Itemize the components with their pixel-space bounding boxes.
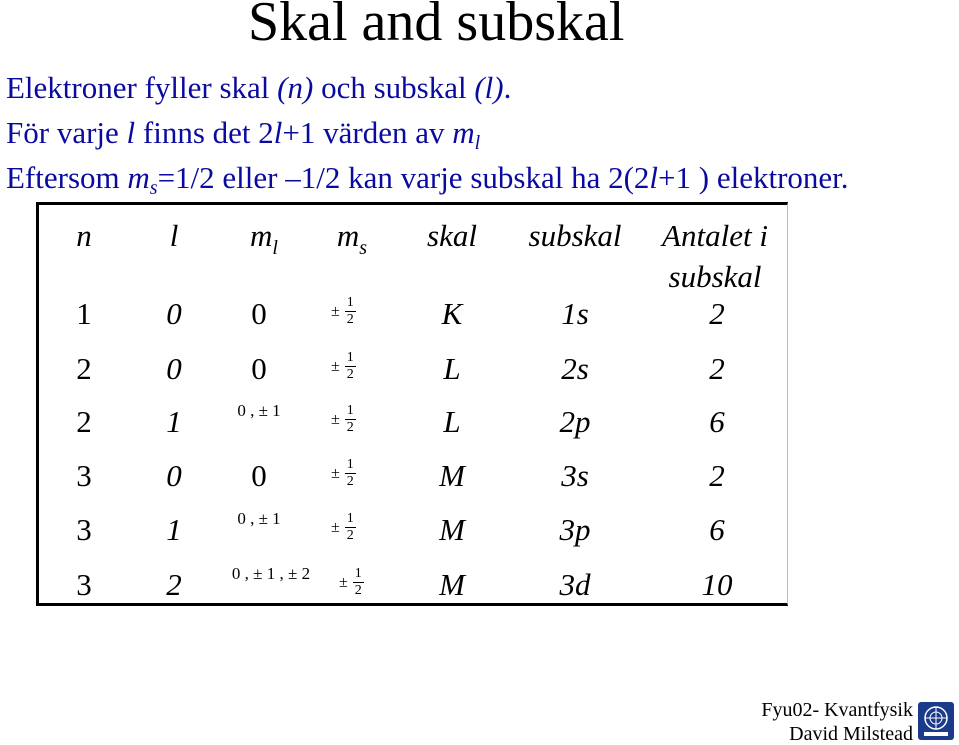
cell-subskal: 3p [559,512,591,547]
cell-skal: M [439,567,465,602]
one-half-fraction: $\frac{1}{2}$ [354,566,362,598]
fysikum-logo-icon [918,702,954,740]
cell-skal: L [443,404,461,439]
cell-ml: 0 [251,296,267,331]
plus-minus-sign: ± [331,410,340,428]
cell-n: 3 [76,512,92,547]
cell-skal: K [441,296,463,331]
cell-ms [331,404,356,435]
plus-minus-sign: ± [331,464,340,482]
cell-l: 0 [166,458,182,493]
cell-skal: M [439,458,465,493]
cell-l: 0 [166,351,182,386]
cell-ms [331,296,356,327]
plus-minus-sign: ± [331,302,340,320]
cell-n: 3 [76,458,92,493]
header-antal: Antalet i subskal [662,218,768,294]
cell-l: 0 [166,296,182,331]
header-subskal: subskal [528,218,622,253]
cell-subskal: 2p [559,404,591,439]
header-ms: $m_s$ [336,218,368,259]
one-half-fraction: $\frac{1}{2}$ [346,457,354,489]
one-half-fraction: $\frac{1}{2}$ [346,295,354,327]
intro-line-2: För varje l finns det 2l+1 värden av $m_l$ [6,115,481,154]
cell-n: 3 [76,567,92,602]
intro-line-1: Elektroner fyller skal (n) och subskal (l). [6,70,512,105]
cell-antal: 6 [709,404,725,439]
cell-antal: 2 [709,296,725,331]
cell-antal: 10 [701,567,733,602]
cell-l: 2 [166,567,182,602]
cell-antal: 2 [709,458,725,493]
one-half-fraction: $\frac{1}{2}$ [346,403,354,435]
plus-minus-sign: ± [331,518,340,536]
cell-ml: 0 , ± 1 [237,401,281,420]
plus-minus-sign: ± [331,357,340,375]
header-n: n [76,218,92,253]
footer-course: Fyu02- Kvantfysik [761,699,913,721]
cell-l: 1 [166,512,182,547]
cell-n: 2 [76,404,92,439]
header-skal: skal [427,218,477,253]
footer-author: David Milstead [789,723,913,745]
cell-ms [331,512,356,543]
cell-ml: 0 , ± 1 [237,509,281,528]
one-half-fraction: $\frac{1}{2}$ [346,350,354,382]
cell-subskal: 1s [561,296,589,331]
cell-subskal: 3s [561,458,589,493]
header-l: l [169,218,179,253]
header-ml: $m_l$ [250,218,278,259]
cell-subskal: 2s [561,351,589,386]
cell-n: 1 [76,296,92,331]
cell-l: 1 [166,404,182,439]
cell-antal: 6 [709,512,725,547]
cell-ml: 0 [251,458,267,493]
one-half-fraction: $\frac{1}{2}$ [346,511,354,543]
cell-subskal: 3d [559,567,591,602]
intro-line-3: Eftersom $m_s=1/2$ eller –1/2 kan varje subskal ha 2(2l+1 ) elektroner. [6,160,849,199]
slide-title: Skal and subskal [248,0,625,53]
plus-minus-sign: ± [339,573,348,591]
cell-skal: M [439,512,465,547]
cell-ms [339,567,364,598]
cell-antal: 2 [709,351,725,386]
cell-n: 2 [76,351,92,386]
quantum-number-table [36,202,788,606]
cell-ml: 0 [251,351,267,386]
cell-ms [331,458,356,489]
cell-skal: L [443,351,461,386]
cell-ml: 0 , ± 1 , ± 2 [231,564,311,583]
cell-ms [331,351,356,382]
